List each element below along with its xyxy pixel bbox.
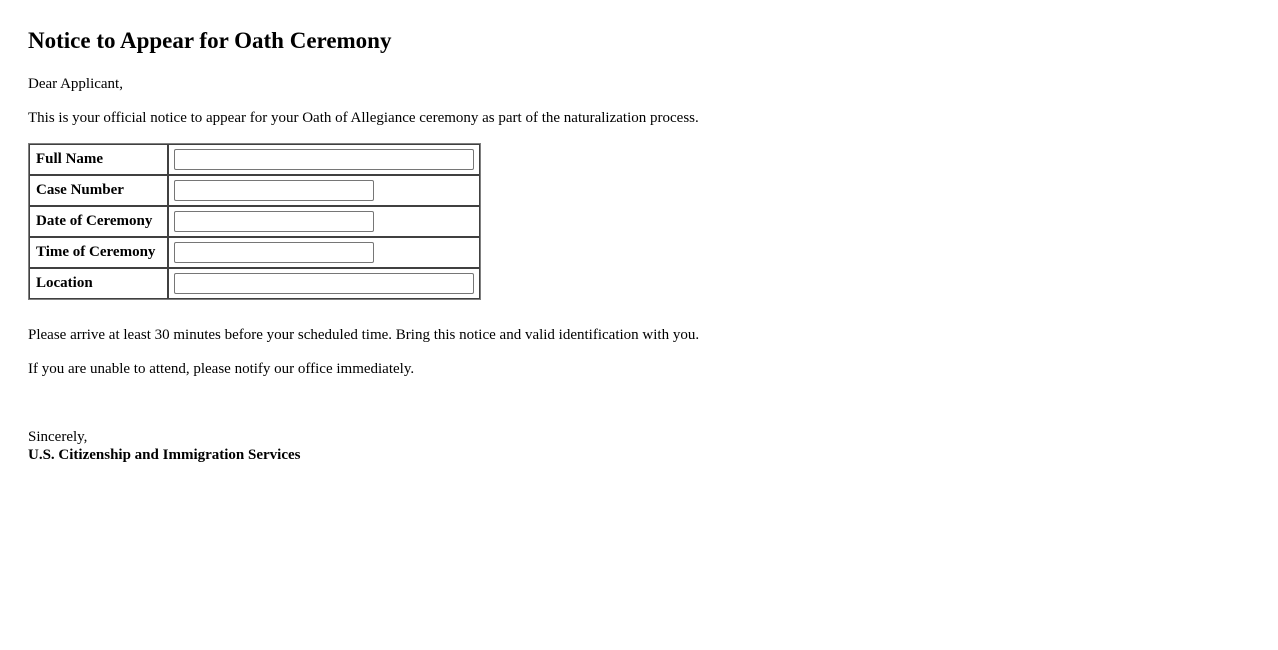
table-row — [29, 237, 480, 268]
full-name-label: Full Name — [29, 144, 168, 175]
table-row — [29, 144, 480, 175]
location-label: Location — [29, 268, 168, 299]
table-row — [29, 175, 480, 206]
closing-text: Sincerely, — [28, 429, 88, 445]
date-of-ceremony-input[interactable] — [174, 211, 374, 232]
location-input[interactable] — [174, 273, 474, 294]
case-number-label: Case Number — [29, 175, 168, 206]
unable-to-attend-text: If you are unable to attend, please notify our office immediately. — [28, 361, 415, 377]
case-number-input[interactable] — [174, 180, 374, 201]
page-title: Notice to Appear for Oath Ceremony — [28, 28, 392, 53]
table-row — [29, 206, 480, 237]
applicant-info-table — [28, 143, 481, 300]
date-of-ceremony-label: Date of Ceremony — [29, 206, 168, 237]
table-row — [29, 268, 480, 299]
signature-organization: U.S. Citizenship and Immigration Services — [28, 447, 301, 463]
time-of-ceremony-input[interactable] — [174, 242, 374, 263]
intro-text: This is your official notice to appear for your Oath of Allegiance ceremony as part of the naturalization process. — [28, 110, 699, 126]
greeting-text: Dear Applicant, — [28, 76, 123, 92]
time-of-ceremony-label: Time of Ceremony — [29, 237, 168, 268]
arrival-instructions-text: Please arrive at least 30 minutes before your scheduled time. Bring this notice and valid identification with you. — [28, 327, 700, 343]
full-name-input[interactable] — [174, 149, 474, 170]
